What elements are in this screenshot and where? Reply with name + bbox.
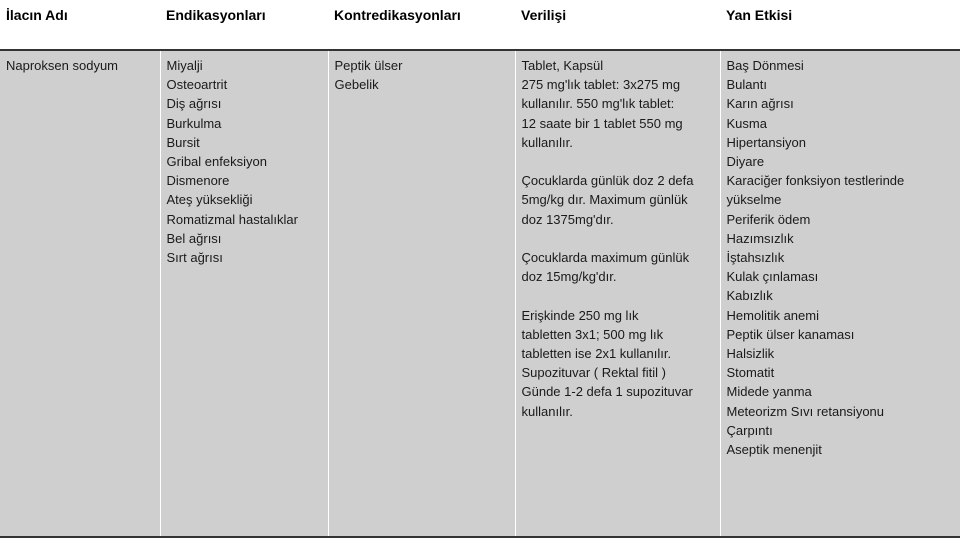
side-effect-item: Kabızlık <box>726 288 773 304</box>
side-effect-item: Hipertansiyon <box>726 134 806 150</box>
administration-line: kullanılır. <box>521 134 573 150</box>
administration-line: doz 1375mg'dır. <box>521 211 614 227</box>
side-effect-item: Periferik ödem <box>726 211 811 227</box>
contraindication-item: Peptik ülser <box>334 58 403 73</box>
administration-line: doz 15mg/kg'dır. <box>521 269 617 285</box>
indication-item: Sırt ağrısı <box>166 250 223 266</box>
indication-item: Gribal enfeksiyon <box>166 154 267 170</box>
indication-item: Burkulma <box>166 115 222 131</box>
header-side-effects: Yan Etkisi <box>720 0 960 50</box>
cell-indications <box>160 50 328 537</box>
administration-line: Çocuklarda günlük doz 2 defa <box>521 173 694 189</box>
indication-item: Bursit <box>166 134 200 150</box>
side-effect-item: Peptik ülser kanaması <box>726 326 855 342</box>
administration-line: tabletten ise 2x1 kullanılır. <box>521 346 672 361</box>
contraindication-item: Gebelik <box>334 77 379 93</box>
side-effect-item: Midede yanma <box>726 384 812 400</box>
administration-line: 275 mg'lık tablet: 3x275 mg <box>521 77 681 93</box>
administration-line: kullanılır. 550 mg'lık tablet: <box>521 96 675 112</box>
administration-line: Çocuklarda maximum günlük <box>521 250 690 265</box>
cell-administration <box>515 50 720 537</box>
side-effect-item: Karaciğer fonksiyon testlerinde <box>726 173 905 189</box>
side-effect-item: Halsizlik <box>726 346 775 362</box>
administration-line: Erişkinde 250 mg lık <box>521 307 639 323</box>
header-drug-name: İlacın Adı <box>0 0 160 50</box>
administration-paragraph <box>522 56 713 152</box>
side-effect-item: Kusma <box>726 115 767 131</box>
cell-drug-name <box>0 50 160 537</box>
side-effect-item: yükselme <box>726 192 782 208</box>
administration-line: Supozituvar ( Rektal fitil ) <box>521 365 666 381</box>
side-effect-item: Kulak çınlaması <box>726 269 819 285</box>
indication-item: Ateş yüksekliği <box>166 192 253 208</box>
indication-item: Bel ağrısı <box>166 230 222 246</box>
indication-item: Dismenore <box>166 173 230 189</box>
header-contraindications: Kontredikasyonları <box>328 0 515 50</box>
indication-item: Miyalji <box>166 58 203 73</box>
administration-paragraph <box>522 306 713 421</box>
indication-item: Diş ağrısı <box>166 96 222 112</box>
administration-line: Günde 1-2 defa 1 supozituvar <box>521 384 693 400</box>
administration-line: 12 saate bir 1 tablet 550 mg <box>521 115 683 131</box>
side-effect-item: Diyare <box>726 154 765 170</box>
table-header <box>0 0 960 50</box>
table-row <box>0 50 960 537</box>
drug-name: Naproksen sodyum <box>6 58 118 73</box>
side-effect-item: Hemolitik anemi <box>726 307 819 323</box>
administration-line: tabletten 3x1; 500 mg lık <box>521 326 664 342</box>
side-effect-item: Stomatit <box>726 365 775 381</box>
administration-paragraph <box>522 171 713 229</box>
side-effect-item: Karın ağrısı <box>726 96 794 112</box>
cell-side-effects <box>720 50 960 537</box>
header-row <box>0 0 960 50</box>
administration-line: 5mg/kg dır. Maximum günlük <box>521 192 688 208</box>
side-effect-item: Meteorizm Sıvı retansiyonu <box>726 403 885 419</box>
header-indications: Endikasyonları <box>160 0 328 50</box>
side-effect-item: Baş Dönmesi <box>726 58 804 73</box>
header-administration: Verilişi <box>515 0 720 50</box>
side-effect-item: Aseptik menenjit <box>726 442 822 458</box>
side-effect-item: Hazımsızlık <box>726 230 794 246</box>
side-effect-item: Bulantı <box>726 77 767 93</box>
indication-item: Romatizmal hastalıklar <box>166 211 298 227</box>
side-effect-item: Çarpıntı <box>726 422 773 438</box>
administration-line: kullanılır. <box>521 403 573 419</box>
cell-contraindications <box>328 50 515 537</box>
table-body <box>0 50 960 537</box>
indication-item: Osteoartrit <box>166 77 228 93</box>
administration-line: Tablet, Kapsül <box>521 58 604 73</box>
side-effect-item: İştahsızlık <box>726 250 785 266</box>
administration-paragraph <box>522 248 713 286</box>
